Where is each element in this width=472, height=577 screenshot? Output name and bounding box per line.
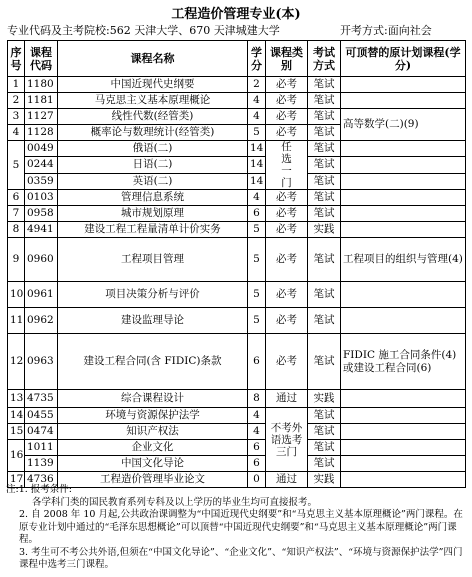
row-credit: 5 xyxy=(248,308,266,334)
row-name: 项目决策分析与评价 xyxy=(58,282,248,308)
row-no: 10 xyxy=(8,282,25,308)
table-header-row xyxy=(8,41,466,77)
row-credit: 0 xyxy=(248,472,266,488)
row-no: 15 xyxy=(8,424,25,440)
row-exam: 笔试 xyxy=(308,206,341,222)
row-replace xyxy=(341,77,466,93)
table-row xyxy=(8,424,466,440)
row-no: 9 xyxy=(8,238,25,282)
row-type: 必考 xyxy=(266,109,308,125)
table-row xyxy=(8,206,466,222)
row-name: 知识产权法 xyxy=(58,424,248,440)
row-replace xyxy=(341,222,466,238)
row-exam: 笔试 xyxy=(308,109,341,125)
header-credit: 学分 xyxy=(248,41,266,77)
row-replace xyxy=(341,456,466,472)
row-name: 马克思主义基本原理概论 xyxy=(58,93,248,109)
row-exam: 笔试 xyxy=(308,141,341,157)
table-row xyxy=(8,173,466,189)
row-type: 必考 xyxy=(266,238,308,282)
row-replace xyxy=(341,173,466,189)
row-no: 3 xyxy=(8,109,25,125)
header-name: 课程名称 xyxy=(58,41,248,77)
row-replace: 高等数学(二)(9) xyxy=(341,109,466,141)
row-credit: 6 xyxy=(248,456,266,472)
row-credit: 4 xyxy=(248,424,266,440)
table-row xyxy=(8,190,466,206)
row-replace xyxy=(341,282,466,308)
table-row xyxy=(8,157,466,173)
row-exam: 笔试 xyxy=(308,334,341,390)
row-credit: 6 xyxy=(248,440,266,456)
row-type: 必考 xyxy=(266,190,308,206)
row-type: 通过 xyxy=(266,472,308,488)
row-exam: 笔试 xyxy=(308,440,341,456)
table-row xyxy=(8,334,466,390)
row-code: 0961 xyxy=(25,282,58,308)
row-replace xyxy=(341,424,466,440)
row-name: 综合课程设计 xyxy=(58,390,248,408)
row-code: 4941 xyxy=(25,222,58,238)
header-no: 序号 xyxy=(8,41,25,77)
row-exam: 笔试 xyxy=(308,157,341,173)
row-name: 管理信息系统 xyxy=(58,190,248,206)
row-replace xyxy=(341,308,466,334)
table-row xyxy=(8,238,466,282)
table-row xyxy=(8,408,466,424)
row-type: 必考 xyxy=(266,77,308,93)
row-no: 2 xyxy=(8,93,25,109)
row-type: 必考 xyxy=(266,334,308,390)
row-type: 必考 xyxy=(266,282,308,308)
row-name: 建设工程工程量清单计价实务 xyxy=(58,222,248,238)
notes xyxy=(6,484,468,572)
row-exam: 笔试 xyxy=(308,282,341,308)
row-code: 1127 xyxy=(25,109,58,125)
row-name: 日语(二) xyxy=(58,157,248,173)
row-no: 4 xyxy=(8,125,25,141)
row-credit: 14 xyxy=(248,157,266,173)
row-name: 线性代数(经管类) xyxy=(58,109,248,125)
header-type: 课程类别 xyxy=(266,41,308,77)
row-replace xyxy=(341,190,466,206)
row-code: 4735 xyxy=(25,390,58,408)
row-replace xyxy=(341,408,466,424)
row-name: 建设工程合同(含 FIDIC)条款 xyxy=(58,334,248,390)
row-code: 0962 xyxy=(25,308,58,334)
row-no: 1 xyxy=(8,77,25,93)
row-credit: 5 xyxy=(248,222,266,238)
row-name: 英语(二) xyxy=(58,173,248,189)
row-type: 通过 xyxy=(266,390,308,408)
table-row xyxy=(8,282,466,308)
row-no: 17 xyxy=(8,472,25,488)
row-code: 1180 xyxy=(25,77,58,93)
row-code: 1011 xyxy=(25,440,58,456)
row-exam: 笔试 xyxy=(308,408,341,424)
row-code: 0958 xyxy=(25,206,58,222)
row-exam: 笔试 xyxy=(308,173,341,189)
row-code: 0474 xyxy=(25,424,58,440)
row-name: 建设监理导论 xyxy=(58,308,248,334)
row-credit: 5 xyxy=(248,125,266,141)
row-replace xyxy=(341,206,466,222)
row-exam: 笔试 xyxy=(308,238,341,282)
table-row xyxy=(8,440,466,456)
row-replace xyxy=(341,93,466,109)
row-credit: 4 xyxy=(248,408,266,424)
note-3: 3. 考生可不考公共外语,但须在“中国文化导论”、“企业文化”、“知识产权法”、“环境与资源保护法学”四门课程中选考三门课程。 xyxy=(19,546,463,570)
row-credit: 6 xyxy=(248,206,266,222)
row-credit: 5 xyxy=(248,282,266,308)
row-name: 俄语(二) xyxy=(58,141,248,157)
row-code: 0049 xyxy=(25,141,58,157)
row-code: 0244 xyxy=(25,157,58,173)
row-no: 12 xyxy=(8,334,25,390)
row-exam: 实践 xyxy=(308,222,341,238)
row-exam: 笔试 xyxy=(308,93,341,109)
row-exam: 笔试 xyxy=(308,190,341,206)
row-exam: 实践 xyxy=(308,472,341,488)
row-code: 0103 xyxy=(25,190,58,206)
note-2: 2. 自 2008 年 10 月起,公共政治课调整为“中国近现代史纲要”和“马克思主义基本原理概论”两门课程。在原专业计划中通过的“毛泽东思想概论”可以顶替“中国近现代史纲要”和“马克思主义基本原理概论”两门课程。 xyxy=(19,509,463,545)
row-name: 城市规划原理 xyxy=(58,206,248,222)
row-replace xyxy=(341,440,466,456)
row-type: 必考 xyxy=(266,222,308,238)
row-replace xyxy=(341,141,466,157)
row-code: 1128 xyxy=(25,125,58,141)
row-code: 1181 xyxy=(25,93,58,109)
table-row xyxy=(8,109,466,125)
table-row xyxy=(8,308,466,334)
row-no: 11 xyxy=(8,308,25,334)
row-credit: 8 xyxy=(248,390,266,408)
row-credit: 14 xyxy=(248,141,266,157)
row-credit: 4 xyxy=(248,93,266,109)
row-exam: 实践 xyxy=(308,390,341,408)
course-table xyxy=(7,40,466,488)
row-exam: 笔试 xyxy=(308,77,341,93)
row-no: 7 xyxy=(8,206,25,222)
row-no: 6 xyxy=(8,190,25,206)
row-code: 0455 xyxy=(25,408,58,424)
row-credit: 4 xyxy=(248,190,266,206)
row-credit: 2 xyxy=(248,77,266,93)
row-name: 环境与资源保护法学 xyxy=(58,408,248,424)
table-row xyxy=(8,141,466,157)
row-code: 1139 xyxy=(25,456,58,472)
row-type: 任选一门 xyxy=(266,141,308,190)
table-row xyxy=(8,390,466,408)
row-name: 工程项目管理 xyxy=(58,238,248,282)
note-1-label: 注:1. 报考条件: xyxy=(6,484,72,495)
row-type: 必考 xyxy=(266,93,308,109)
header-replace: 可顶替的原计划课程(学分) xyxy=(341,41,466,77)
row-name: 概率论与数理统计(经管类) xyxy=(58,125,248,141)
table-row xyxy=(8,77,466,93)
table-row xyxy=(8,93,466,109)
row-code: 0963 xyxy=(25,334,58,390)
row-name: 中国近现代史纲要 xyxy=(58,77,248,93)
row-no: 8 xyxy=(8,222,25,238)
row-type: 必考 xyxy=(266,125,308,141)
row-no: 13 xyxy=(8,390,25,408)
row-credit: 14 xyxy=(248,173,266,189)
row-no: 14 xyxy=(8,408,25,424)
major-code-line: 专业代码及主考院校:562 天津大学、670 天津城建大学 xyxy=(7,24,280,37)
row-name: 工程造价管理毕业论文 xyxy=(58,472,248,488)
exam-mode: 开考方式:面向社会 xyxy=(340,24,432,37)
row-code: 4736 xyxy=(25,472,58,488)
header-code: 课程代码 xyxy=(25,41,58,77)
row-type: 必考 xyxy=(266,206,308,222)
row-type: 不考外语选考三门 xyxy=(266,408,308,472)
row-no: 16 xyxy=(8,440,25,472)
row-credit: 6 xyxy=(248,334,266,390)
row-replace: FIDIC 施工合同条件(4)或建设工程合同(6) xyxy=(341,334,466,390)
row-code: 0960 xyxy=(25,238,58,282)
row-replace: 工程项目的组织与管理(4) xyxy=(341,238,466,282)
row-code: 0359 xyxy=(25,173,58,189)
row-exam: 笔试 xyxy=(308,424,341,440)
row-exam: 笔试 xyxy=(308,456,341,472)
row-replace xyxy=(341,390,466,408)
note-1-text: 各学科门类的国民教育系列专科及以上学历的毕业生均可直接报考。 xyxy=(32,496,318,508)
row-name: 中国文化导论 xyxy=(58,456,248,472)
table-row xyxy=(8,222,466,238)
table-row xyxy=(8,456,466,472)
row-no: 5 xyxy=(8,141,25,190)
page-title: 工程造价管理专业(本) xyxy=(171,7,301,22)
row-replace xyxy=(341,157,466,173)
row-credit: 4 xyxy=(248,109,266,125)
row-type: 必考 xyxy=(266,308,308,334)
row-name: 企业文化 xyxy=(58,440,248,456)
row-credit: 5 xyxy=(248,238,266,282)
row-exam: 笔试 xyxy=(308,308,341,334)
header-exam: 考试方式 xyxy=(308,41,341,77)
row-exam: 笔试 xyxy=(308,125,341,141)
